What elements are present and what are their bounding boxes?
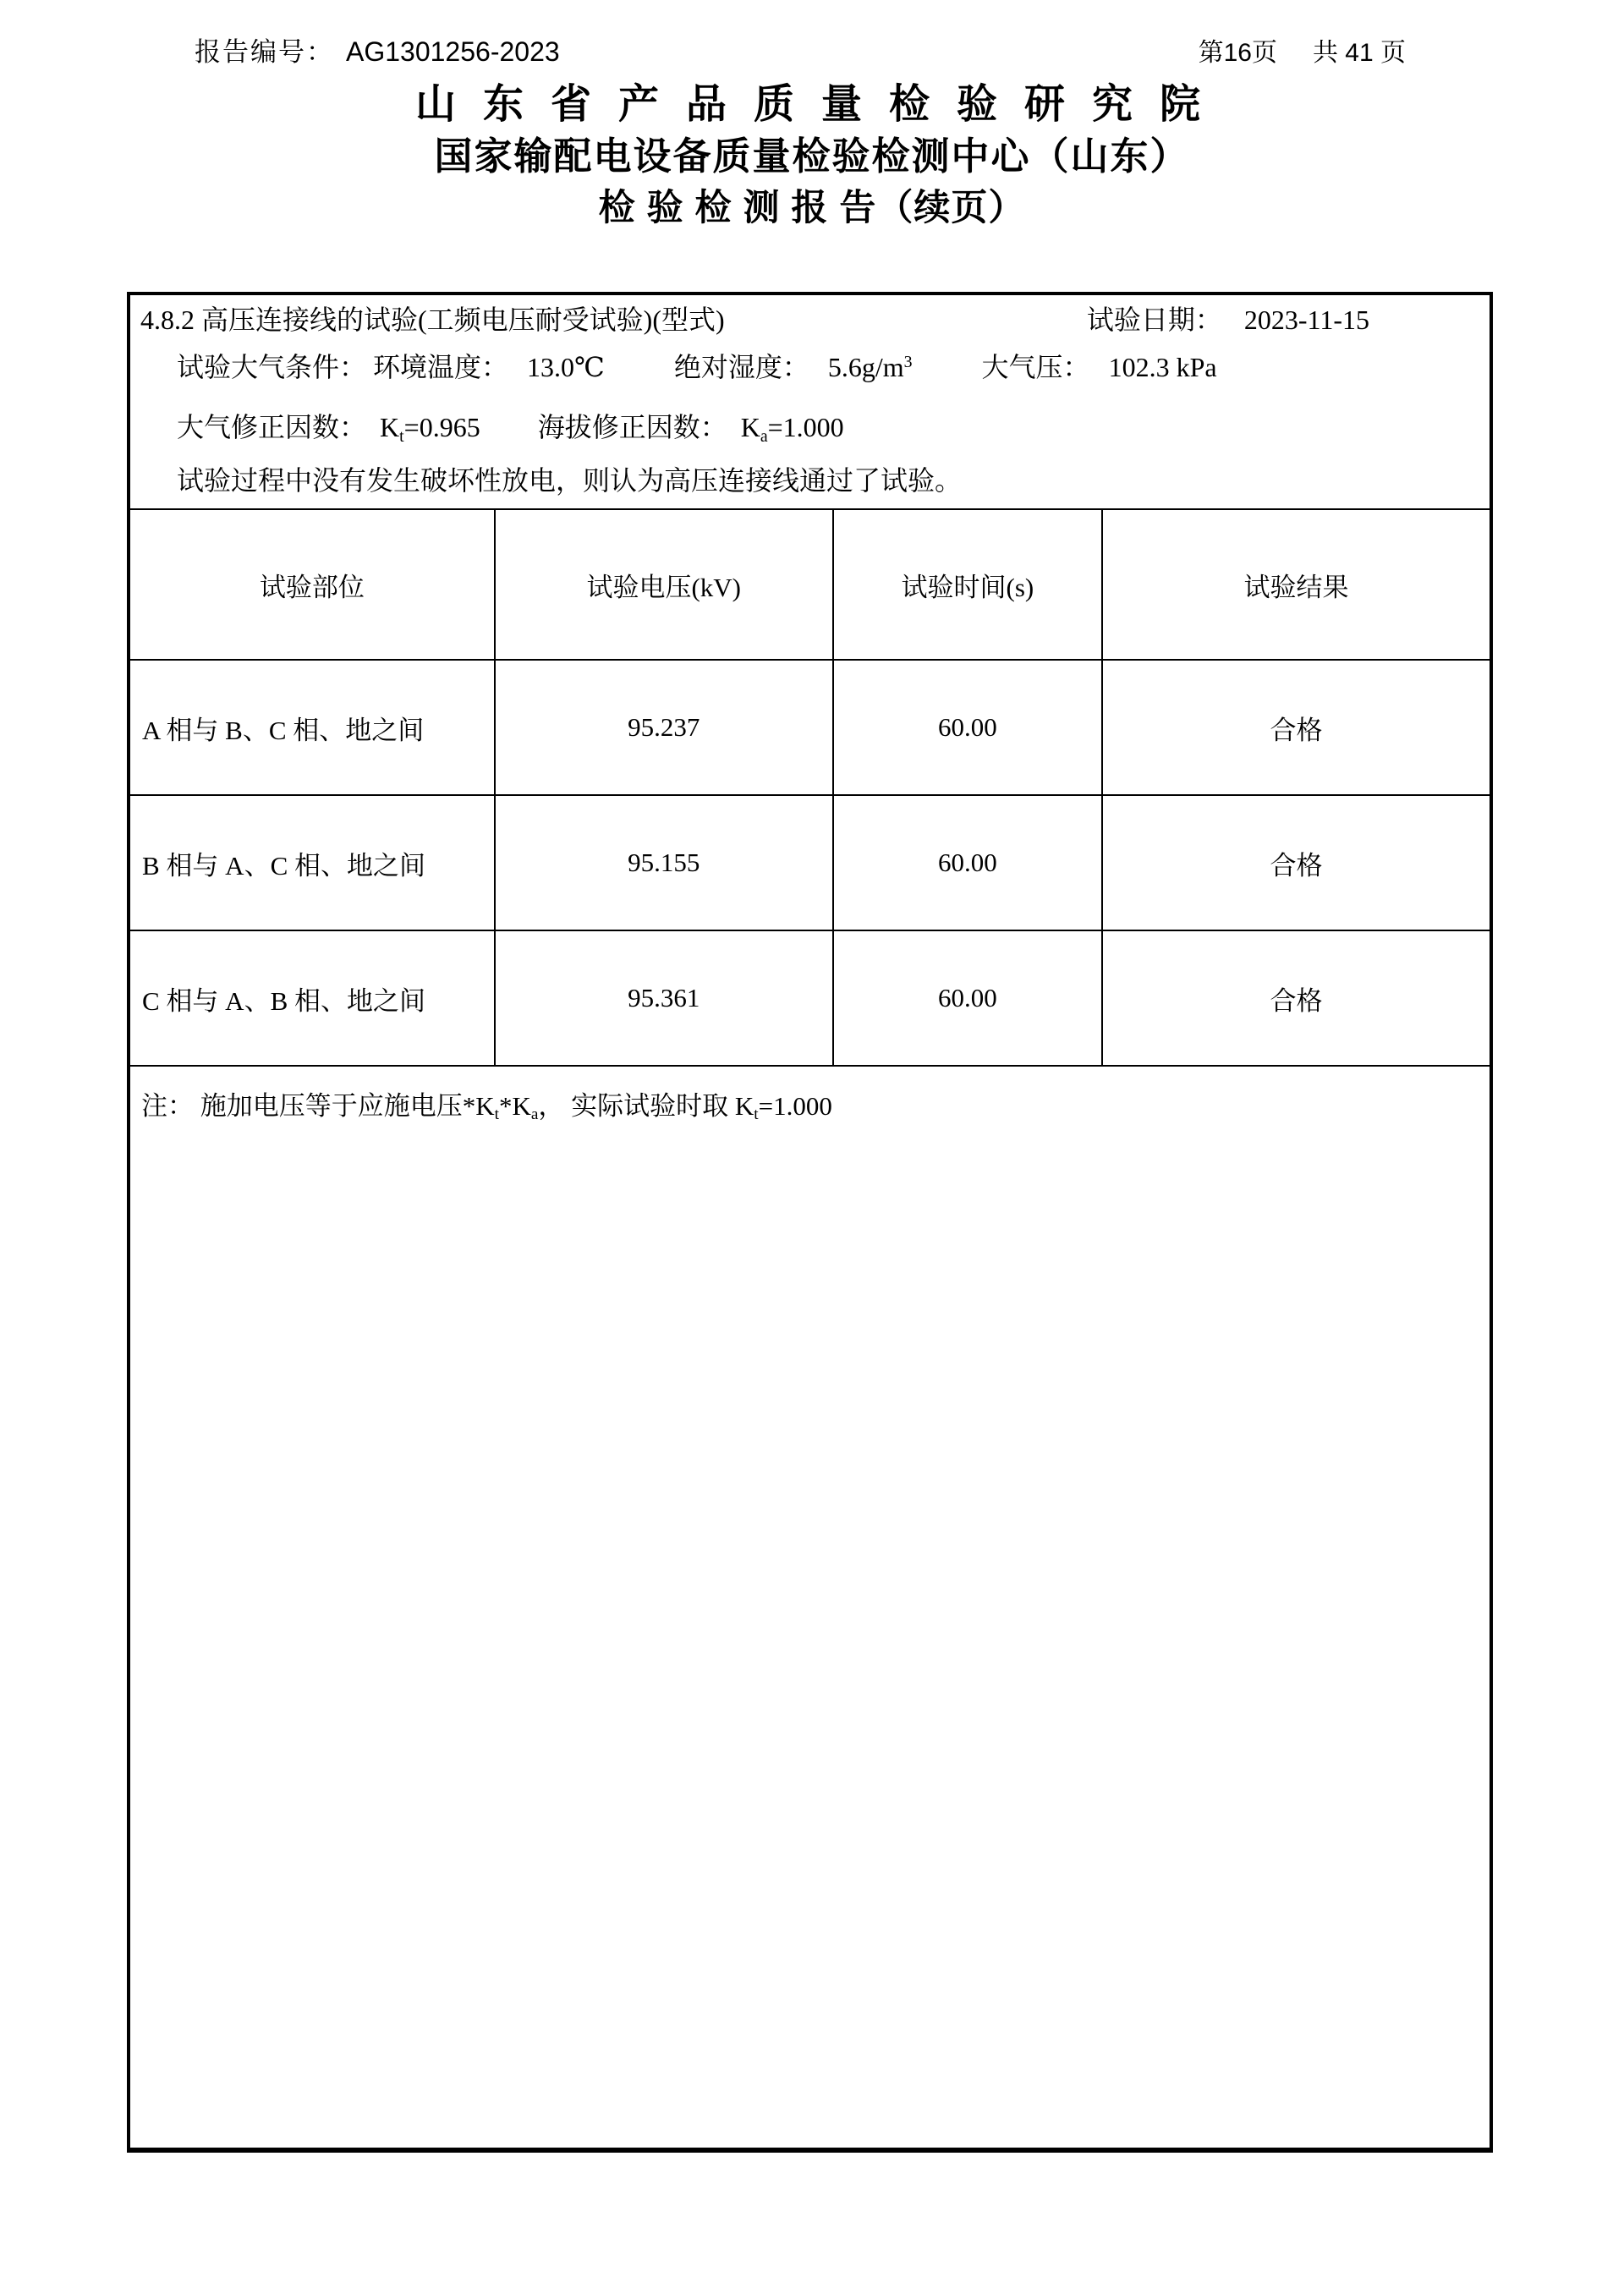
test-date	[1087, 302, 1369, 337]
atmos-label: 试验大气条件：	[177, 352, 367, 382]
temperature-label: 环境温度：	[373, 352, 509, 382]
col-header-test-result: 试验结果	[1102, 509, 1490, 660]
atmos-correction-label: 大气修正因数：	[177, 412, 367, 442]
center-title: 国家输配电设备质量检验检测中心（山东）	[434, 134, 1190, 178]
altitude-correction-value: $K_a=1.000$	[740, 412, 844, 446]
test-date-value: 2023-11-15	[1243, 305, 1369, 335]
org-title: 山 东 省 产 品 质 量 检 验 研 究 院	[414, 82, 1209, 127]
atmos-correction-value: $K_t=0.965$	[380, 412, 480, 446]
table-row	[130, 930, 1490, 1066]
cell-test-result: 合格	[1102, 660, 1490, 795]
report-number	[195, 30, 560, 69]
humidity-superscript: 3	[903, 353, 913, 372]
page-current: 第16页	[1198, 39, 1277, 67]
humidity-value: $5.6g/m^3$	[827, 352, 913, 382]
note-subscript-t2: t	[754, 1106, 759, 1124]
cell-test-time: 60.00	[833, 660, 1102, 795]
cell-test-result: 合格	[1102, 930, 1490, 1066]
cell-test-time: 60.00	[833, 795, 1102, 930]
page-header	[195, 30, 1406, 69]
test-date-label: 试验日期：	[1086, 305, 1222, 335]
page-indicator	[1199, 31, 1406, 69]
pressure-value: 102.3 kPa	[1108, 352, 1217, 382]
col-header-test-voltage: 试验电压(kV)	[495, 509, 833, 660]
altitude-correction-label: 海拔修正因数：	[537, 412, 727, 442]
note-subscript-a: a	[530, 1106, 539, 1124]
table-row	[130, 795, 1490, 930]
table-row	[130, 660, 1490, 795]
table-note: 注： 施加电压等于应施电压$*K_t*K_a$， 实际试验时取 $K_t=1.000$	[141, 1091, 832, 1124]
note-subscript-t: t	[494, 1106, 499, 1124]
report-body-frame	[127, 292, 1493, 2153]
test-result-table	[130, 508, 1490, 1067]
cell-test-time: 60.00	[833, 930, 1102, 1066]
cell-test-part: B 相与 A、C 相、地之间	[130, 795, 495, 930]
table-header-row	[130, 509, 1490, 660]
humidity-label: 绝对湿度：	[673, 352, 809, 382]
cell-test-voltage: 95.155	[495, 795, 833, 930]
section-heading-row	[130, 302, 1490, 337]
cell-test-result: 合格	[1102, 795, 1490, 930]
cell-test-voltage: 95.237	[495, 660, 833, 795]
atmospheric-conditions-row	[130, 349, 1490, 389]
temperature-value: 13.0℃	[527, 352, 605, 382]
pressure-label: 大气压：	[981, 352, 1090, 382]
report-number-value: AG1301256-2023	[346, 36, 560, 67]
report-number-label: 报告编号：	[195, 37, 334, 67]
report-title: 检 验 检 测 报 告（续页）	[598, 188, 1026, 228]
col-header-test-part: 试验部位	[259, 572, 365, 602]
cell-test-voltage: 95.361	[495, 930, 833, 1066]
section-heading: 4.8.2 高压连接线的试验(工频电压耐受试验)(型式)	[140, 305, 725, 335]
cell-test-part: A 相与 B、C 相、地之间	[130, 660, 495, 795]
pass-statement: 试验过程中没有发生破坏性放电，则认为高压连接线通过了试验。	[177, 465, 963, 496]
page-total: 共 41 页	[1312, 39, 1406, 67]
correction-factors-row	[130, 409, 1490, 449]
col-header-test-time: 试验时间(s)	[833, 509, 1102, 660]
cell-test-part: C 相与 A、B 相、地之间	[130, 930, 495, 1066]
